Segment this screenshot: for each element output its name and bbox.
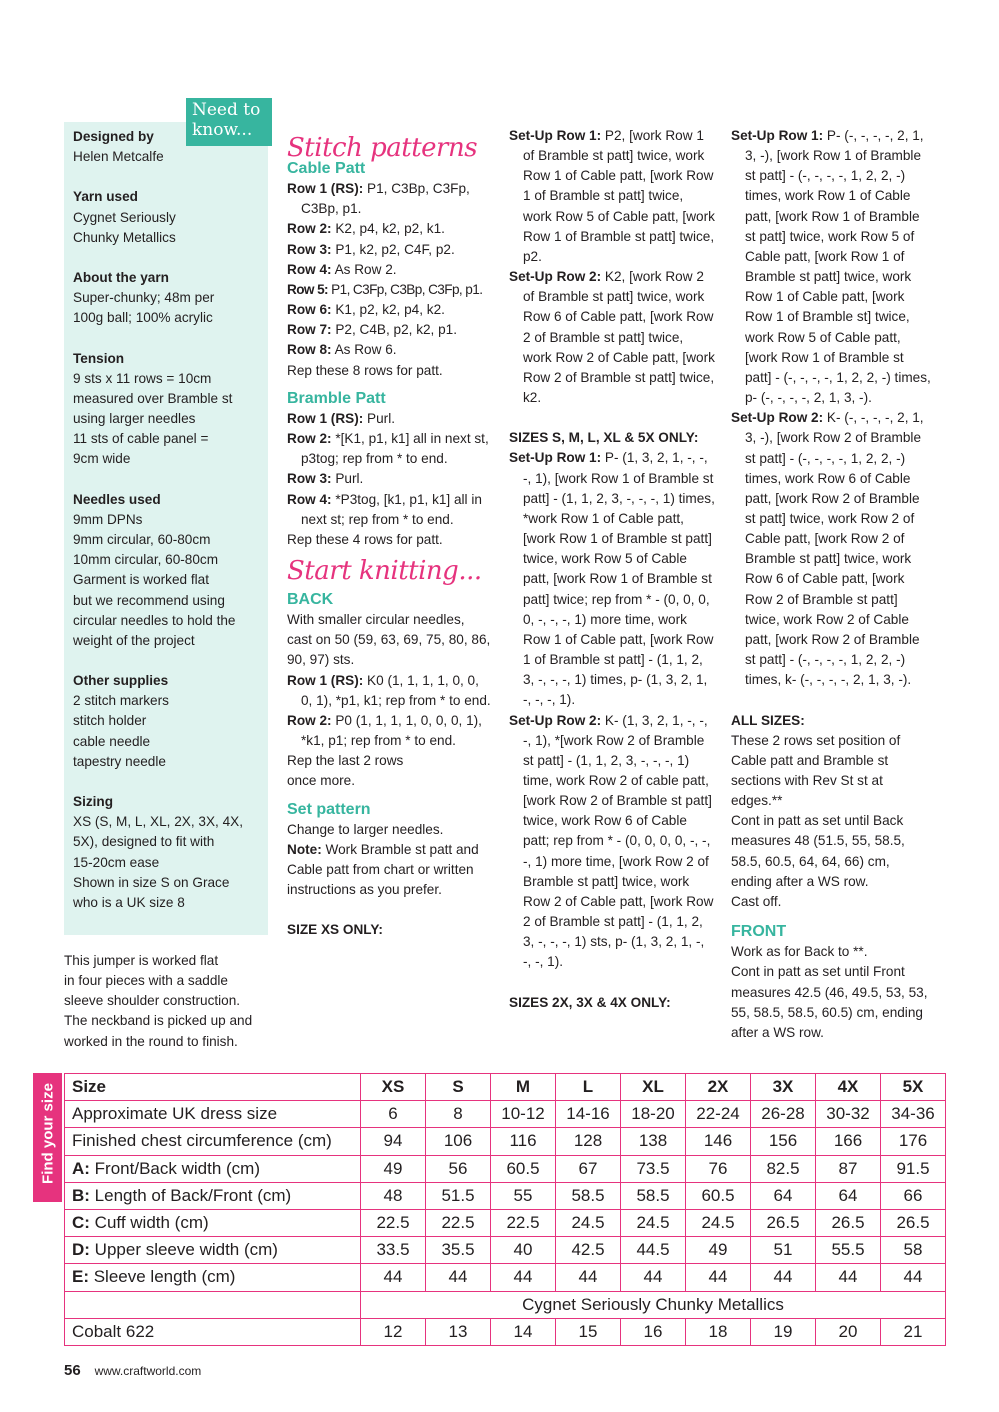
bramble-patt-heading: Bramble Patt xyxy=(287,389,386,407)
table-cell: 22.5 xyxy=(426,1209,491,1236)
start-knitting-title: Start knitting... xyxy=(287,555,482,586)
table-cell: 24.5 xyxy=(556,1209,621,1236)
all-sizes-heading: ALL SIZES: xyxy=(731,712,805,728)
table-cell: 44 xyxy=(426,1264,491,1291)
need-to-know-text xyxy=(73,127,267,913)
find-your-size-label: Find your size xyxy=(39,1083,57,1184)
supplies-line: 2 stitch markers xyxy=(73,693,169,709)
needles-line: Garment is worked flat xyxy=(73,572,209,588)
table-cell: 51.5 xyxy=(426,1182,491,1209)
table-cell: 156 xyxy=(751,1128,816,1155)
front-text: Work as for Back to **. xyxy=(731,944,868,960)
tension-line: measured over Bramble st xyxy=(73,390,233,406)
row-label: A: Front/Back width (cm) xyxy=(65,1155,361,1182)
sizing-line: who is a UK size 8 xyxy=(73,894,185,910)
sizes-heading: SIZES S, M, L, XL & 5X ONLY: xyxy=(509,430,699,446)
table-cell: 22-24 xyxy=(686,1101,751,1128)
table-cell: 49 xyxy=(686,1237,751,1264)
table-cell: 116 xyxy=(491,1128,556,1155)
setup-row: Set-Up Row 1: P2, [work Row 1 of Bramble st patt] twice, work Row 1 of Cable patt, [work Row 1 of Bramble st patt] twice, work Row 5 of Cable patt, [work Row 1 of Bramble st patt] twice, p2. xyxy=(509,128,715,264)
setup-row: Set-Up Row 1: P- (-, -, -, -, 2, 1, 3, -), [work Row 1 of Bramble st patt] - (-, -, -, -, 1, 2, 2, -) times, work Row 1 of Cable patt, [work Row 1 of Bramble st patt] twice, work Row 5 of Cable patt, [work Row 1 of Bramble st patt] twice, work Row 1 of Cable patt, [work Row 1 of Bramble st] twice, work Row 5 of Cable patt, [work Row 1 of Bramble st patt] - (-, -, -, -, 1, 2, 2, -) times, p- (-, -, -, -, 2, 1, 3, -). xyxy=(731,128,931,406)
setup-row: Set-Up Row 2: K- (1, 3, 2, 1, -, -, -, 1), *[work Row 2 of Bramble st patt] - (1, 1, 2, 3, -, -, -, 1) time, work Row 2 of cable patt, [work Row 2 of Bramble st patt] twice, work Row 6 of Cable patt; rep from * - (0, 0, 0, 0, -, -, -, 1) more time, [work Row 2 of Bramble st patt] twice, work Row 2 of Cable patt, [work Row 2 of Bramble st patt] - (1, 1, 2, 3, -, -, -, 1) sts, p- (1, 3, 2, 1, -, -, -, 1). xyxy=(509,712,714,970)
tension-line: 11 sts of cable panel = xyxy=(73,431,209,447)
intro-line: sleeve shoulder construction. xyxy=(64,993,241,1009)
table-cell: 87 xyxy=(816,1155,881,1182)
footer-url: www.craftworld.com xyxy=(94,1364,202,1378)
back-heading: BACK xyxy=(287,590,334,608)
sizes-2x-heading: SIZES 2X, 3X & 4X ONLY: xyxy=(509,994,671,1010)
sizing-line: 5X), designed to fit with xyxy=(73,834,215,850)
table-cell: 44 xyxy=(686,1264,751,1291)
table-cell: 22.5 xyxy=(361,1209,426,1236)
back-repeat: Rep the last 2 rows xyxy=(287,753,404,769)
cable-row: Row 5: P1, C3Fp, C3Bp, C3Fp, p1. xyxy=(287,281,483,297)
all-sizes-text: These 2 rows set position of Cable patt and Bramble st sections with Rev St st at edges.** xyxy=(731,732,901,809)
need-to-know-line2: know... xyxy=(192,120,253,140)
needles-line: but we recommend using xyxy=(73,592,225,608)
table-cell: 73.5 xyxy=(621,1155,686,1182)
table-cell: 44 xyxy=(881,1264,946,1291)
bramble-row: Row 1 (RS): Purl. xyxy=(287,410,396,426)
table-cell: 44 xyxy=(816,1264,881,1291)
table-cell: 58 xyxy=(881,1237,946,1264)
table-cell: 44 xyxy=(621,1264,686,1291)
table-row xyxy=(65,1237,946,1264)
cable-row: Row 1 (RS): P1, C3Bp, C3Fp, C3Bp, p1. xyxy=(287,181,470,217)
table-cell: 76 xyxy=(686,1155,751,1182)
table-header-cell: S xyxy=(426,1074,491,1101)
designed-by-heading: Designed by xyxy=(73,129,154,144)
table-cell: 67 xyxy=(556,1155,621,1182)
set-pattern-heading: Set pattern xyxy=(287,800,371,818)
table-cell: 33.5 xyxy=(361,1237,426,1264)
need-to-know-line1: Need to xyxy=(192,100,261,120)
table-cell: 44 xyxy=(556,1264,621,1291)
table-cell: 49 xyxy=(361,1155,426,1182)
needles-line: 9mm DPNs xyxy=(73,511,143,527)
table-cell: 6 xyxy=(361,1101,426,1128)
table-row xyxy=(65,1155,946,1182)
yarn-line: Cygnet Seriously xyxy=(73,209,176,225)
table-cell: 44 xyxy=(751,1264,816,1291)
table-cell: 51 xyxy=(751,1237,816,1264)
table-cell: 138 xyxy=(621,1128,686,1155)
back-row: Row 1 (RS): K0 (1, 1, 1, 1, 0, 0, 0, 1), *p1, k1; rep from * to end. xyxy=(287,672,491,708)
page-number: 56 xyxy=(64,1362,81,1379)
table-cell: 44 xyxy=(491,1264,556,1291)
yarn-heading: Yarn used xyxy=(73,189,138,205)
table-row xyxy=(65,1209,946,1236)
table-cell: 82.5 xyxy=(751,1155,816,1182)
table-header-cell: M xyxy=(491,1074,556,1101)
table-header-cell: XS xyxy=(361,1074,426,1101)
bramble-row: Row 2: *[K1, p1, k1] all in next st, p3tog; rep from * to end. xyxy=(287,431,489,467)
column-all-sizes xyxy=(731,126,931,1043)
set-pattern-note: Note: Work Bramble st patt and Cable patt from chart or written instructions as you prefer. xyxy=(287,841,479,898)
tension-heading: Tension xyxy=(73,350,125,366)
intro-paragraph xyxy=(64,951,274,1052)
row-label: B: Length of Back/Front (cm) xyxy=(65,1182,361,1209)
size-table xyxy=(64,1073,946,1346)
tension-line: using larger needles xyxy=(73,411,196,427)
table-cell: 26.5 xyxy=(751,1209,816,1236)
supplies-line: stitch holder xyxy=(73,713,147,729)
needles-line: weight of the project xyxy=(73,632,195,648)
table-cell: 91.5 xyxy=(881,1155,946,1182)
table-cell: 22.5 xyxy=(491,1209,556,1236)
table-cell: 44 xyxy=(361,1264,426,1291)
back-cast-on: With smaller circular needles, cast on 50 (59, 63, 69, 75, 80, 86, 90, 97) sts. xyxy=(287,612,491,668)
table-header-cell: L xyxy=(556,1074,621,1101)
table-cell: 18-20 xyxy=(621,1101,686,1128)
cable-patt-heading: Cable Patt xyxy=(287,160,366,177)
supplies-line: cable needle xyxy=(73,733,151,749)
yarn-name-cell: Cygnet Seriously Chunky Metallics xyxy=(361,1291,946,1318)
table-row xyxy=(65,1101,946,1128)
row-label: Approximate UK dress size xyxy=(65,1101,361,1128)
bramble-row: Row 3: Purl. xyxy=(287,471,364,487)
table-row xyxy=(65,1264,946,1291)
column-stitch-patterns xyxy=(287,133,493,941)
needles-heading: Needles used xyxy=(73,491,161,507)
table-cell: 14-16 xyxy=(556,1101,621,1128)
cable-row: Row 3: P1, k2, p2, C4F, p2. xyxy=(287,241,455,257)
table-row xyxy=(65,1128,946,1155)
table-cell: 106 xyxy=(426,1128,491,1155)
table-cell: 166 xyxy=(816,1128,881,1155)
column-setup-rows xyxy=(509,126,715,1013)
cable-row: Row 6: K1, p2, k2, p4, k2. xyxy=(287,302,445,318)
page-footer xyxy=(64,1362,201,1379)
table-cell: 8 xyxy=(426,1101,491,1128)
needles-line: circular needles to hold the xyxy=(73,612,236,628)
cable-repeat: Rep these 8 rows for patt. xyxy=(287,362,443,378)
set-pattern-text: Change to larger needles. xyxy=(287,821,444,837)
table-cell: 58.5 xyxy=(621,1182,686,1209)
table-cell: 30-32 xyxy=(816,1101,881,1128)
table-cell: 64 xyxy=(751,1182,816,1209)
setup-row: Set-Up Row 1: P- (1, 3, 2, 1, -, -, -, 1), [work Row 1 of Bramble st patt] - (1, 1, 2, 3, -, -, -, 1) times, *work Row 1 of Cable patt, [work Row 1 of Bramble st patt] twice, work Row 5 of Cable patt, [work Row 1 of Bramble st patt] twice; rep from * - (0, 0, 0, 0, -, -, -, 1) more time, work Row 1 of Cable patt, [work Row 1 of Bramble st patt] - (1, 1, 2, 3, -, -, -, 1) times, p- (1, 3, 2, 1, -, -, -, 1). xyxy=(509,450,715,708)
table-cell: 176 xyxy=(881,1128,946,1155)
setup-row: Set-Up Row 2: K2, [work Row 2 of Bramble st patt] twice, work Row 6 of Cable patt, [work Row 2 of Bramble st patt] twice, work Row 2 of Cable patt, [work Row 2 of Bramble st patt] twice, k2. xyxy=(509,269,715,406)
table-header-row xyxy=(65,1074,946,1101)
needles-line: 10mm circular, 60-80cm xyxy=(73,552,219,568)
table-cell: 56 xyxy=(426,1155,491,1182)
table-cell: 60.5 xyxy=(686,1182,751,1209)
table-header-cell: Size xyxy=(65,1074,361,1101)
needles-line: 9mm circular, 60-80cm xyxy=(73,532,211,548)
table-cell: 94 xyxy=(361,1128,426,1155)
sizing-line: XS (S, M, L, XL, 2X, 3X, 4X, xyxy=(73,814,243,830)
row-label: C: Cuff width (cm) xyxy=(65,1209,361,1236)
about-line: Super-chunky; 48m per xyxy=(73,290,215,306)
intro-line: The neckband is picked up and xyxy=(64,1013,253,1029)
find-your-size-tab xyxy=(33,1073,62,1202)
table-cell: 128 xyxy=(556,1128,621,1155)
table-cell: 64 xyxy=(816,1182,881,1209)
table-cell: 55.5 xyxy=(816,1237,881,1264)
table-cell: 26-28 xyxy=(751,1101,816,1128)
stitch-patterns-title: Stitch patterns xyxy=(287,133,478,163)
table-cell: 146 xyxy=(686,1128,751,1155)
table-header-cell: 4X xyxy=(816,1074,881,1101)
table-cell: 34-36 xyxy=(881,1101,946,1128)
table-cell: 10-12 xyxy=(491,1101,556,1128)
table-header-cell: 2X xyxy=(686,1074,751,1101)
cable-row: Row 4: As Row 2. xyxy=(287,261,397,277)
table-cell: 55 xyxy=(491,1182,556,1209)
front-heading: FRONT xyxy=(731,923,787,941)
cable-row: Row 8: As Row 6. xyxy=(287,342,397,358)
table-cell: 44.5 xyxy=(621,1237,686,1264)
table-cell: 60.5 xyxy=(491,1155,556,1182)
bramble-row: Row 4: *P3tog, [k1, p1, k1] all in next st; rep from * to end. xyxy=(287,491,482,527)
tension-line: 9 sts x 11 rows = 10cm xyxy=(73,370,212,386)
table-header-cell: 3X xyxy=(751,1074,816,1101)
row-label: E: Sleeve length (cm) xyxy=(65,1264,361,1291)
sizing-heading: Sizing xyxy=(73,794,114,810)
cobalt-row: Cobalt 622 12 13 14 15 16 18 19 20 21 xyxy=(65,1318,946,1345)
table-cell: 24.5 xyxy=(686,1209,751,1236)
front-text: Cont in patt as set until Front measures 42.5 (46, 49.5, 53, 53, 55, 58.5, 58.5, 60.5) cm, ending after a WS row. xyxy=(731,964,928,1040)
intro-line: in four pieces with a saddle xyxy=(64,973,228,989)
table-cell: 66 xyxy=(881,1182,946,1209)
bramble-repeat: Rep these 4 rows for patt. xyxy=(287,531,443,547)
table-cell: 24.5 xyxy=(621,1209,686,1236)
table-cell: 26.5 xyxy=(881,1209,946,1236)
intro-line: This jumper is worked flat xyxy=(64,953,219,968)
table-header-cell: 5X xyxy=(881,1074,946,1101)
other-supplies-heading: Other supplies xyxy=(73,673,169,689)
all-sizes-text: Cont in patt as set until Back measures 48 (51.5, 55, 58.5, 58.5, 60.5, 64, 64, 66) cm, ending after a WS row. xyxy=(731,813,905,889)
about-yarn-heading: About the yarn xyxy=(73,270,169,286)
setup-row: Set-Up Row 2: K- (-, -, -, -, 2, 1, 3, -), [work Row 2 of Bramble st patt] - (-, -, -, -, 1, 2, 2, -) times, work Row 6 of Cable patt, [work Row 2 of Bramble st patt] twice, work Row 2 of Cable patt, [work Row 2 of Bramble st patt] twice, work Row 6 of Cable patt, [work Row 2 of Bramble st patt] twice, work Row 2 of Cable patt, [work Row 2 of Bramble st patt] - (-, -, -, -, 1, 2, 2, -) times, k- (-, -, -, -, 2, 1, 3, -). xyxy=(731,410,924,688)
sizing-line: Shown in size S on Grace xyxy=(73,874,230,890)
back-row: Row 2: P0 (1, 1, 1, 1, 0, 0, 0, 1), *k1, p1; rep from * to end. xyxy=(287,712,482,749)
row-label: Finished chest circumference (cm) xyxy=(65,1128,361,1155)
cable-row: Row 2: K2, p4, k2, p2, k1. xyxy=(287,221,445,237)
supplies-line: tapestry needle xyxy=(73,753,166,769)
row-label: D: Upper sleeve width (cm) xyxy=(65,1237,361,1264)
table-header-cell: XL xyxy=(621,1074,686,1101)
table-cell: 35.5 xyxy=(426,1237,491,1264)
cable-row: Row 7: P2, C4B, p2, k2, p1. xyxy=(287,322,457,338)
table-cell: 42.5 xyxy=(556,1237,621,1264)
yarn-line: Chunky Metallics xyxy=(73,229,176,245)
about-line: 100g ball; 100% acrylic xyxy=(73,310,213,326)
back-repeat: once more. xyxy=(287,773,356,789)
yarn-row xyxy=(65,1291,946,1318)
table-cell: 48 xyxy=(361,1182,426,1209)
intro-line: worked in the round to finish. xyxy=(64,1033,238,1049)
tension-line: 9cm wide xyxy=(73,451,131,467)
table-row xyxy=(65,1182,946,1209)
sizing-line: 15-20cm ease xyxy=(73,854,160,870)
size-xs-heading: SIZE XS ONLY: xyxy=(287,922,383,938)
designer-name: Helen Metcalfe xyxy=(73,149,164,165)
all-sizes-text: Cast off. xyxy=(731,893,782,909)
table-cell: 26.5 xyxy=(816,1209,881,1236)
cobalt-label: Cobalt 622 xyxy=(65,1318,361,1345)
table-cell: 40 xyxy=(491,1237,556,1264)
table-cell: 58.5 xyxy=(556,1182,621,1209)
